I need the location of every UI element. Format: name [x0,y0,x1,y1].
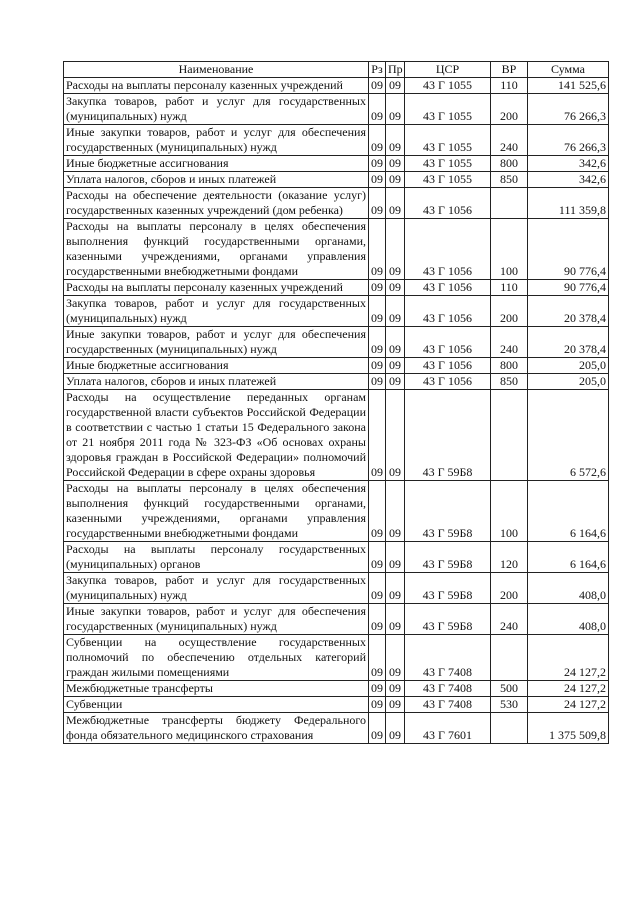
cell-pr: 09 [386,125,405,156]
cell-name: Уплата налогов, сборов и иных платежей [64,374,369,390]
table-row [64,390,609,481]
table-row [64,327,609,358]
cell-csr: 43 Г 7408 [405,635,491,681]
cell-vr: 800 [491,358,528,374]
cell-vr: 110 [491,78,528,94]
cell-name: Закупка товаров, работ и услуг для государственных (муниципальных) нужд [64,296,369,327]
cell-csr: 43 Г 1056 [405,219,491,280]
cell-name: Расходы на выплаты персоналу в целях обеспечения выполнения функций государственными органами, казенными учреждениями, органами управления государственными внебюджетными фондами [64,481,369,542]
cell-vr [491,635,528,681]
cell-pr: 09 [386,681,405,697]
cell-vr [491,188,528,219]
cell-name: Субвенции на осуществление государственных полномочий по обеспечению отдельных категорий граждан жилыми помещениями [64,635,369,681]
cell-vr: 800 [491,156,528,172]
cell-vr: 530 [491,697,528,713]
cell-sum: 408,0 [528,573,609,604]
table-row [64,94,609,125]
cell-rz: 09 [369,713,386,744]
cell-name: Межбюджетные трансферты бюджету Федерального фонда обязательного медицинского страхования [64,713,369,744]
table-row [64,358,609,374]
cell-rz: 09 [369,635,386,681]
table-row [64,78,609,94]
cell-name: Уплата налогов, сборов и иных платежей [64,172,369,188]
cell-sum: 76 266,3 [528,94,609,125]
cell-name: Иные бюджетные ассигнования [64,156,369,172]
cell-sum: 90 776,4 [528,280,609,296]
cell-pr: 09 [386,604,405,635]
cell-rz: 09 [369,156,386,172]
cell-csr: 43 Г 1055 [405,125,491,156]
cell-name: Межбюджетные трансферты [64,681,369,697]
cell-name: Расходы на осуществление переданных органам государственной власти субъектов Российской Федерации в соответствии с частью 1 статьи 15 Федерального закона от 21 ноября 2011 года № 323-ФЗ «Об основах охраны здоровья граждан в Российской Федерации» полномочий Российской Федерации в сфере охраны здоровья [64,390,369,481]
cell-pr: 09 [386,327,405,358]
cell-sum: 24 127,2 [528,681,609,697]
cell-name: Расходы на выплаты персоналу казенных учреждений [64,78,369,94]
cell-vr: 110 [491,280,528,296]
cell-rz: 09 [369,358,386,374]
table-row [64,604,609,635]
cell-sum: 20 378,4 [528,327,609,358]
table-row [64,280,609,296]
cell-name: Иные закупки товаров, работ и услуг для обеспечения государственных (муниципальных) нужд [64,125,369,156]
header-rz: Рз [369,62,386,78]
table-row [64,188,609,219]
cell-pr: 09 [386,697,405,713]
cell-rz: 09 [369,78,386,94]
cell-name: Расходы на выплаты персоналу в целях обеспечения выполнения функций государственными органами, казенными учреждениями, органами управления государственными внебюджетными фондами [64,219,369,280]
cell-name: Иные закупки товаров, работ и услуг для обеспечения государственных (муниципальных) нужд [64,327,369,358]
cell-csr: 43 Г 59Б8 [405,390,491,481]
cell-rz: 09 [369,94,386,125]
cell-csr: 43 Г 59Б8 [405,542,491,573]
cell-pr: 09 [386,481,405,542]
cell-rz: 09 [369,219,386,280]
table-row [64,681,609,697]
cell-csr: 43 Г 1056 [405,280,491,296]
cell-name: Расходы на выплаты персоналу государственных (муниципальных) органов [64,542,369,573]
table-row [64,697,609,713]
cell-sum: 6 164,6 [528,542,609,573]
cell-rz: 09 [369,125,386,156]
cell-vr: 500 [491,681,528,697]
cell-sum: 205,0 [528,374,609,390]
cell-sum: 408,0 [528,604,609,635]
header-sum: Сумма [528,62,609,78]
cell-vr: 200 [491,296,528,327]
cell-vr: 100 [491,219,528,280]
cell-pr: 09 [386,374,405,390]
cell-vr: 240 [491,327,528,358]
cell-pr: 09 [386,542,405,573]
cell-name: Субвенции [64,697,369,713]
cell-pr: 09 [386,78,405,94]
table-header [64,62,609,78]
table-body [64,78,609,744]
cell-csr: 43 Г 1056 [405,374,491,390]
cell-pr: 09 [386,280,405,296]
cell-vr: 120 [491,542,528,573]
table-row [64,542,609,573]
table-row [64,296,609,327]
cell-rz: 09 [369,573,386,604]
table-row [64,125,609,156]
cell-name: Закупка товаров, работ и услуг для государственных (муниципальных) нужд [64,94,369,125]
header-vr: ВР [491,62,528,78]
cell-pr: 09 [386,219,405,280]
table-row [64,713,609,744]
cell-name: Расходы на выплаты персоналу казенных учреждений [64,280,369,296]
cell-vr: 100 [491,481,528,542]
cell-csr: 43 Г 59Б8 [405,573,491,604]
budget-table [63,61,609,744]
table-row [64,481,609,542]
cell-csr: 43 Г 59Б8 [405,604,491,635]
cell-rz: 09 [369,481,386,542]
cell-sum: 342,6 [528,156,609,172]
cell-pr: 09 [386,156,405,172]
cell-csr: 43 Г 7408 [405,681,491,697]
cell-rz: 09 [369,681,386,697]
cell-sum: 111 359,8 [528,188,609,219]
cell-rz: 09 [369,542,386,573]
cell-rz: 09 [369,172,386,188]
cell-vr [491,390,528,481]
cell-pr: 09 [386,573,405,604]
header-row [64,62,609,78]
cell-pr: 09 [386,635,405,681]
cell-csr: 43 Г 1056 [405,327,491,358]
table-row [64,635,609,681]
cell-rz: 09 [369,280,386,296]
cell-rz: 09 [369,390,386,481]
table-row [64,219,609,280]
cell-vr: 200 [491,573,528,604]
table-row [64,156,609,172]
cell-csr: 43 Г 7601 [405,713,491,744]
header-name: Наименование [64,62,369,78]
cell-sum: 24 127,2 [528,635,609,681]
cell-sum: 24 127,2 [528,697,609,713]
cell-csr: 43 Г 59Б8 [405,481,491,542]
cell-csr: 43 Г 1056 [405,188,491,219]
cell-sum: 141 525,6 [528,78,609,94]
cell-vr: 850 [491,374,528,390]
cell-pr: 09 [386,390,405,481]
cell-sum: 1 375 509,8 [528,713,609,744]
cell-vr: 240 [491,125,528,156]
cell-csr: 43 Г 1055 [405,94,491,125]
cell-name: Расходы на обеспечение деятельности (оказание услуг) государственных казенных учреждений (дом ребенка) [64,188,369,219]
cell-sum: 6 164,6 [528,481,609,542]
cell-pr: 09 [386,358,405,374]
cell-rz: 09 [369,188,386,219]
cell-rz: 09 [369,604,386,635]
header-csr: ЦСР [405,62,491,78]
cell-name: Закупка товаров, работ и услуг для государственных (муниципальных) нужд [64,573,369,604]
cell-csr: 43 Г 1055 [405,156,491,172]
cell-vr: 240 [491,604,528,635]
table-row [64,573,609,604]
cell-vr: 850 [491,172,528,188]
cell-name: Иные бюджетные ассигнования [64,358,369,374]
cell-rz: 09 [369,296,386,327]
cell-pr: 09 [386,188,405,219]
cell-csr: 43 Г 7408 [405,697,491,713]
cell-csr: 43 Г 1056 [405,296,491,327]
table-row [64,374,609,390]
cell-pr: 09 [386,296,405,327]
cell-rz: 09 [369,327,386,358]
cell-pr: 09 [386,172,405,188]
cell-vr [491,713,528,744]
header-pr: Пр [386,62,405,78]
cell-sum: 20 378,4 [528,296,609,327]
cell-vr: 200 [491,94,528,125]
cell-csr: 43 Г 1055 [405,78,491,94]
cell-csr: 43 Г 1055 [405,172,491,188]
table-row [64,172,609,188]
cell-sum: 342,6 [528,172,609,188]
cell-pr: 09 [386,94,405,125]
cell-csr: 43 Г 1056 [405,358,491,374]
cell-sum: 90 776,4 [528,219,609,280]
cell-sum: 205,0 [528,358,609,374]
cell-rz: 09 [369,697,386,713]
cell-rz: 09 [369,374,386,390]
cell-sum: 76 266,3 [528,125,609,156]
cell-pr: 09 [386,713,405,744]
cell-sum: 6 572,6 [528,390,609,481]
cell-name: Иные закупки товаров, работ и услуг для обеспечения государственных (муниципальных) нужд [64,604,369,635]
